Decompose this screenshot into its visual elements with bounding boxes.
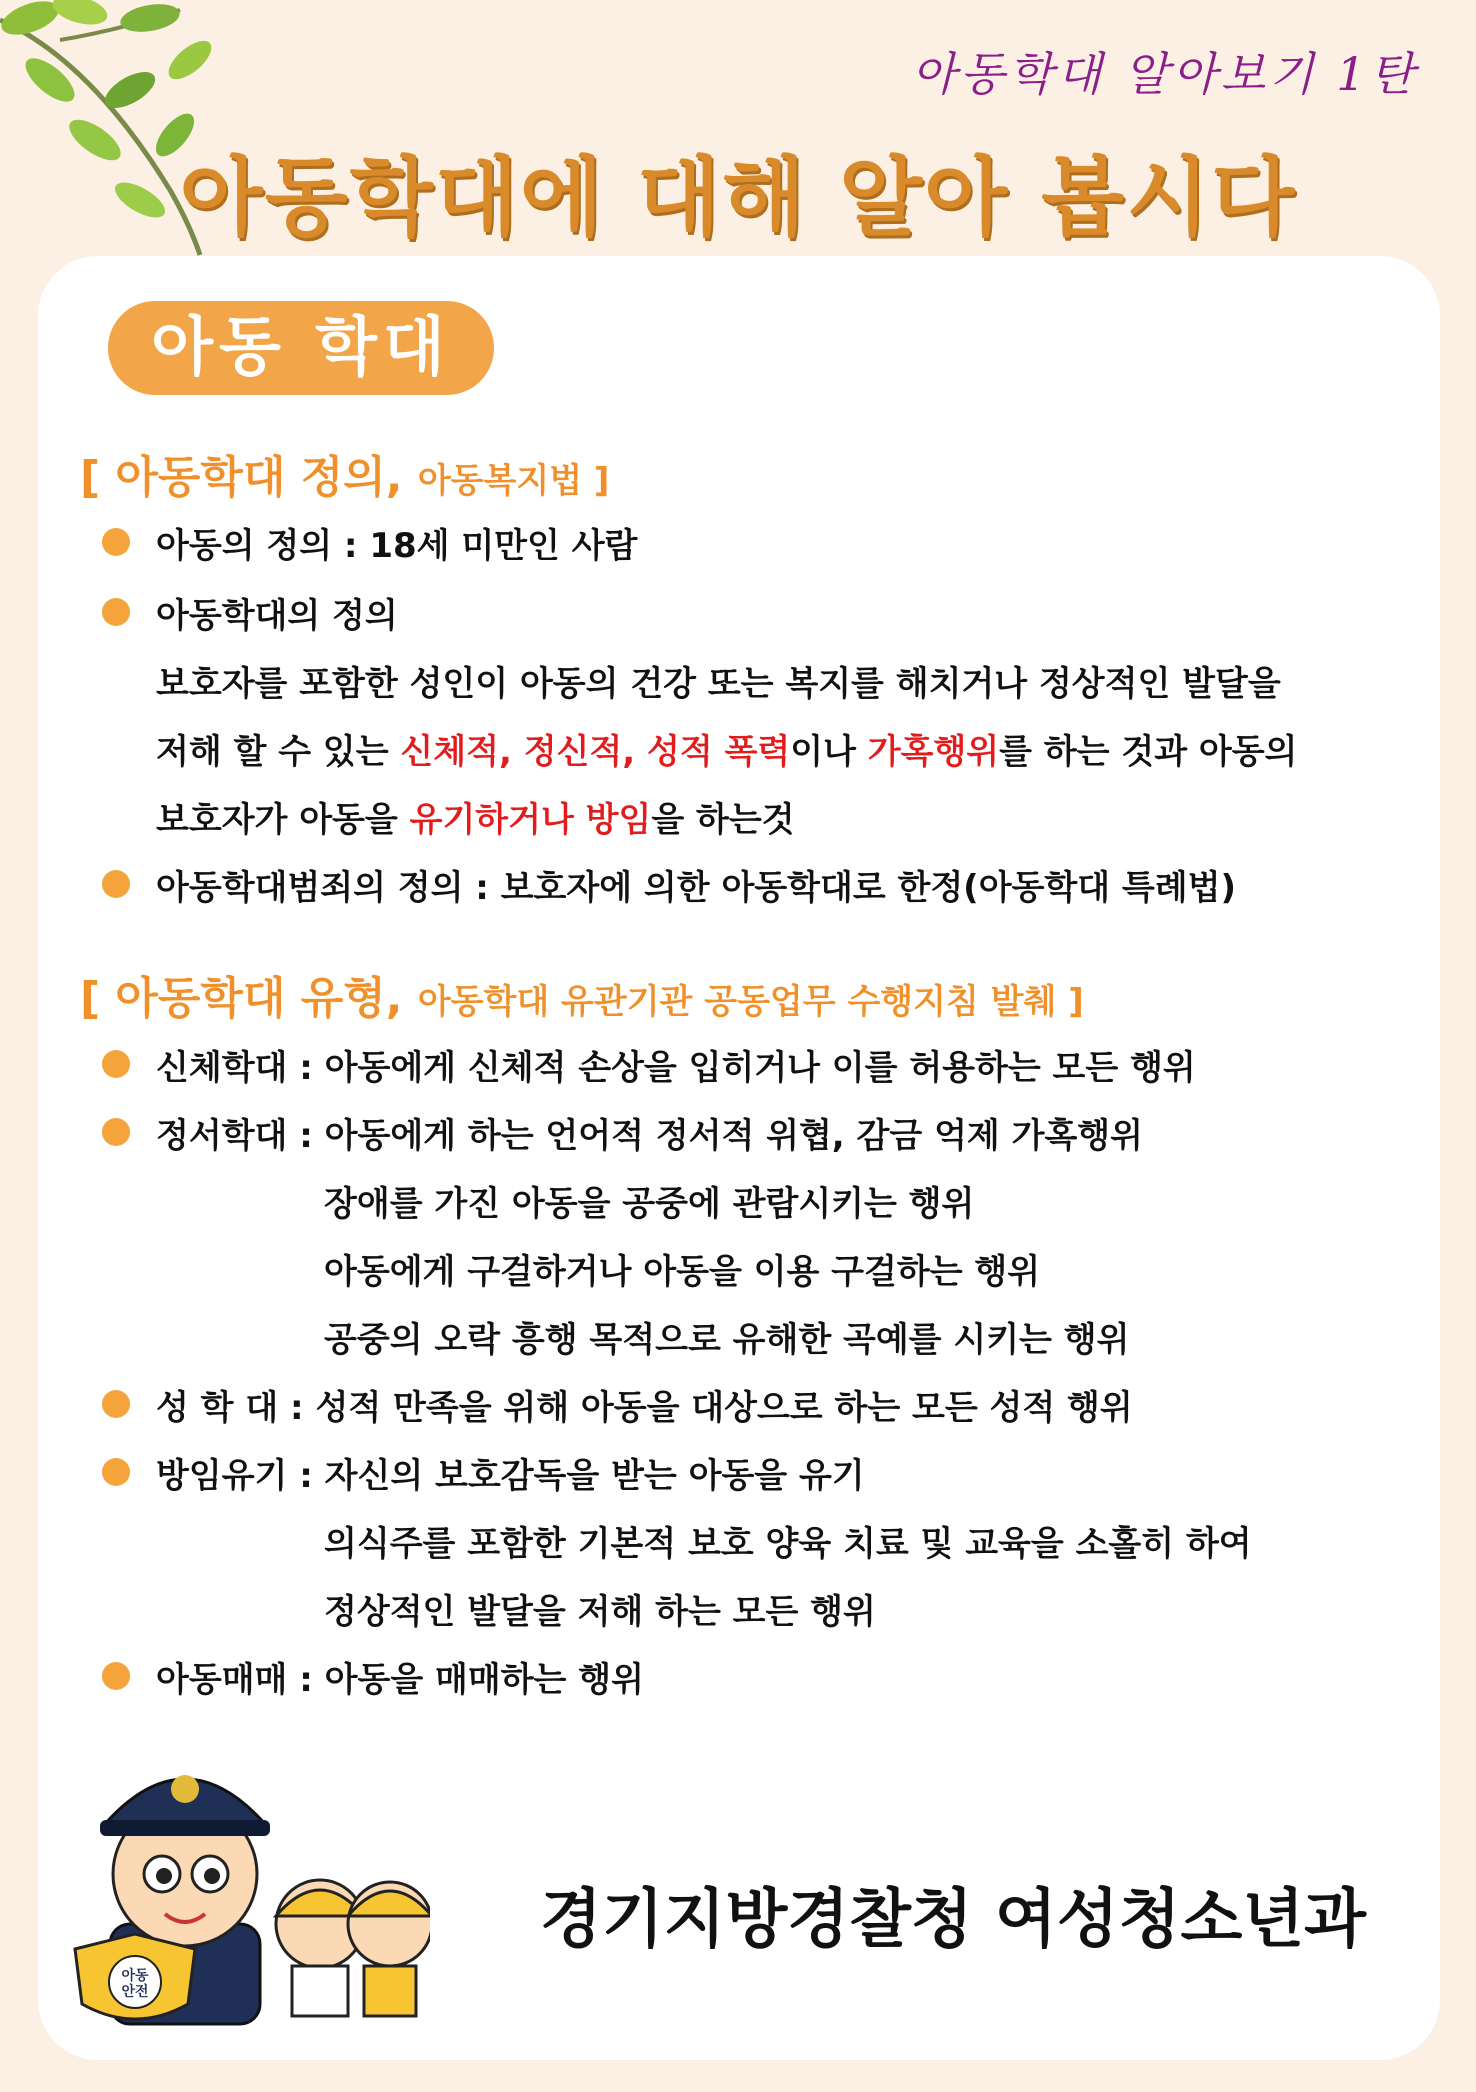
- type-neglect: 방임유기 : 자신의 보호감독을 받는 아동을 유기: [156, 1456, 865, 1496]
- bullet-icon: [102, 1390, 130, 1418]
- bullet-icon: [102, 528, 130, 556]
- type-emotional-4: 공중의 오락 흥행 목적으로 유해한 곡예를 시키는 행위: [324, 1320, 1130, 1360]
- text-span: 를 하는 것과 아동의: [999, 732, 1298, 772]
- type-emotional: 정서학대 : 아동에게 하는 언어적 정서적 위협, 감금 억제 가혹행위: [156, 1116, 1143, 1156]
- abuse-definition-title: 아동학대의 정의: [156, 596, 398, 636]
- type-trafficking: 아동매매 : 아동을 매매하는 행위: [156, 1660, 644, 1700]
- types-heading-source: 아동학대 유관기관 공동업무 수행지침 발췌 ]: [417, 982, 1084, 1022]
- type-neglect-2: 의식주를 포함한 기본적 보호 양육 치료 및 교육을 소홀히 하여: [324, 1524, 1252, 1564]
- bullet-icon: [102, 1118, 130, 1146]
- bullet-icon: [102, 870, 130, 898]
- emphasis-violence: 신체적, 정신적, 성적 폭력: [400, 732, 791, 772]
- abuse-definition-line-3: [156, 792, 795, 841]
- series-label: 아동학대 알아보기 1탄: [911, 47, 1418, 101]
- type-sexual: 성 학 대 : 성적 만족을 위해 아동을 대상으로 하는 모든 성적 행위: [156, 1388, 1133, 1428]
- text-span: 이나: [790, 732, 868, 772]
- bullet-icon: [102, 598, 130, 626]
- definition-heading-source: 아동복지법 ]: [417, 461, 610, 501]
- bullet-icon: [102, 1050, 130, 1078]
- footer-organization: 경기지방경찰청 여성청소년과: [540, 1882, 1366, 1957]
- page-title: 아동학대에 대해 알아 봅시다: [179, 148, 1297, 248]
- mascot-badge-text: 아동: [121, 1968, 149, 1984]
- mascot-badge-text-2: 안전: [121, 1984, 149, 2000]
- type-neglect-3: 정상적인 발달을 저해 하는 모든 행위: [324, 1592, 876, 1632]
- bullet-icon: [102, 1458, 130, 1486]
- type-emotional-2: 장애를 가진 아동을 공중에 관람시키는 행위: [324, 1184, 975, 1224]
- definition-heading-main: [ 아동학대 정의,: [80, 452, 403, 503]
- crime-definition: 아동학대범죄의 정의 : 보호자에 의한 아동학대로 한정(아동학대 특례법): [156, 868, 1237, 908]
- bullet-icon: [102, 1662, 130, 1690]
- definition-heading: [80, 441, 609, 505]
- emphasis-cruelty: 가혹행위: [867, 732, 1000, 772]
- type-emotional-3: 아동에게 구걸하거나 아동을 이용 구걸하는 행위: [324, 1252, 1041, 1292]
- type-physical: 신체학대 : 아동에게 신체적 손상을 입히거나 이를 허용하는 모든 행위: [156, 1048, 1196, 1088]
- section-pill: 아동 학대: [108, 301, 494, 395]
- abuse-definition-line-1: 보호자를 포함한 성인이 아동의 건강 또는 복지를 해치거나 정상적인 발달을: [156, 664, 1281, 704]
- abuse-definition-line-2: [156, 724, 1297, 773]
- text-span: 을 하는것: [651, 800, 795, 840]
- police-mascot-illustration: [70, 1734, 430, 2034]
- emphasis-neglect: 유기하거나 방임: [409, 800, 652, 840]
- types-heading: [80, 962, 1084, 1026]
- child-definition: 아동의 정의 : 18세 미만인 사람: [156, 526, 638, 566]
- text-span: 보호자가 아동을: [156, 800, 410, 840]
- text-span: 저해 할 수 있는: [156, 732, 401, 772]
- types-heading-main: [ 아동학대 유형,: [80, 973, 403, 1024]
